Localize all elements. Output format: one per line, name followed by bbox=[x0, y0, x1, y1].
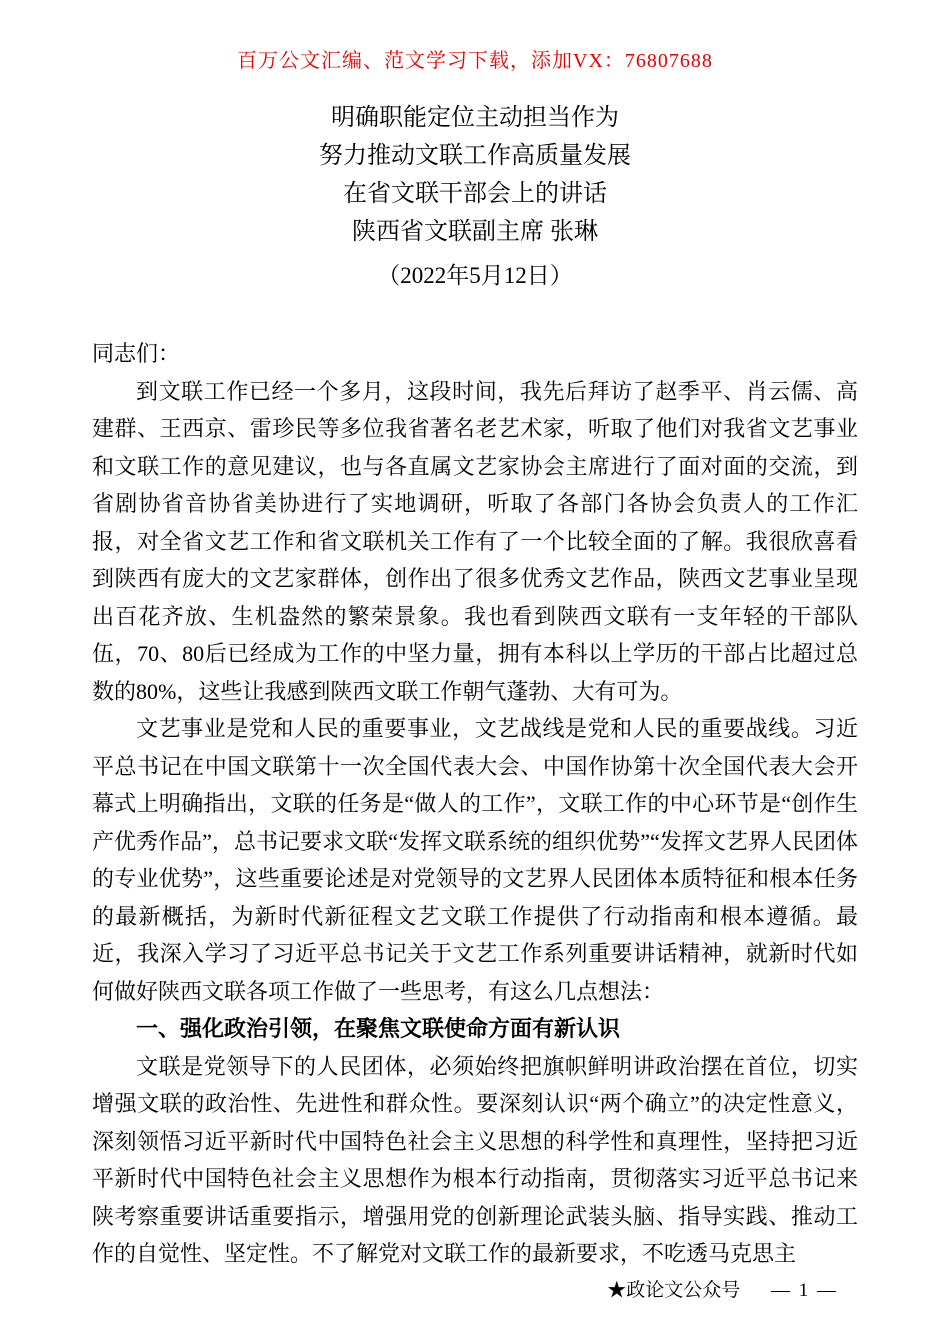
paragraph-2: 文艺事业是党和人民的重要事业，文艺战线是党和人民的重要战线。习近平总书记在中国文联第十一次全国代表大会、中国作协第十次全国代表大会开幕式上明确指出，文联的任务是“做人的工作”，文联工作的中心环节是“创作生产优秀作品”，总书记要求文联“发挥文联系统的组织优势”“发挥文艺界人民团体的专业优势”，这些重要论述是对党领导的文艺界人民团体本质特征和根本任务的最新概括，为新时代新征程文艺文联工作提供了行动指南和根本遵循。最近，我深入学习了习近平总书记关于文艺工作系列重要讲话精神，就新时代如何做好陕西文联各项工作做了一些思考，有这么几点想法： bbox=[92, 716, 858, 1004]
salutation: 同志们： bbox=[92, 341, 181, 366]
document-header bbox=[0, 99, 950, 295]
footer-source-label: ★政论文公众号 bbox=[607, 1280, 741, 1301]
section-heading-1: 一、强化政治引领，在聚焦文联使命方面有新认识 bbox=[136, 1016, 621, 1041]
page-number: — 1 — bbox=[771, 1280, 838, 1301]
date-line: （2022年5月12日） bbox=[377, 263, 573, 288]
paragraph-3: 文联是党领导下的人民团体，必须始终把旗帜鲜明讲政治摆在首位，切实增强文联的政治性、先进性和群众性。要深刻认识“两个确立”的决定性意义，深刻领悟习近平新时代中国特色社会主义思想的科学性和真理性，坚持把习近平新时代中国特色社会主义思想作为根本行动指南，贯彻落实习近平总书记来陕考察重要讲话重要指示，增强用党的创新理论武装头脑、指导实践、推动工作的自觉性、坚定性。不了解党对文联工作的最新要求，不吃透马克思主 bbox=[92, 1053, 858, 1266]
page-footer bbox=[607, 1275, 838, 1302]
title-line-1: 明确职能定位主动担当作为 bbox=[331, 105, 619, 131]
document-body bbox=[92, 335, 858, 1273]
title-line-3: 在省文联干部会上的讲话 bbox=[343, 181, 607, 207]
title-line-2: 努力推动文联工作高质量发展 bbox=[319, 143, 631, 169]
author-line: 陕西省文联副主席 张琳 bbox=[352, 219, 598, 245]
paragraph-1: 到文联工作已经一个多月，这段时间，我先后拜访了赵季平、肖云儒、高建群、王西京、雷珍民等多位我省著名老艺术家，听取了他们对我省文艺事业和文联工作的意见建议，也与各直属文艺家协会主席进行了面对面的交流，到省剧协省音协省美协进行了实地调研，听取了各部门各协会负责人的工作汇报，对全省文艺工作和省文联机关工作有了一个比较全面的了解。我很欣喜看到陕西有庞大的文艺家群体，创作出了很多优秀文艺作品，陕西文艺事业呈现出百花齐放、生机盎然的繁荣景象。我也看到陕西文联有一支年轻的干部队伍，70、80后已经成为工作的中坚力量，拥有本科以上学历的干部占比超过总数的80%，这些让我感到陕西文联工作朝气蓬勃、大有可为。 bbox=[92, 378, 858, 704]
watermark-ad-text: 百万公文汇编、范文学习下载，添加VX：76807688 bbox=[237, 50, 713, 72]
